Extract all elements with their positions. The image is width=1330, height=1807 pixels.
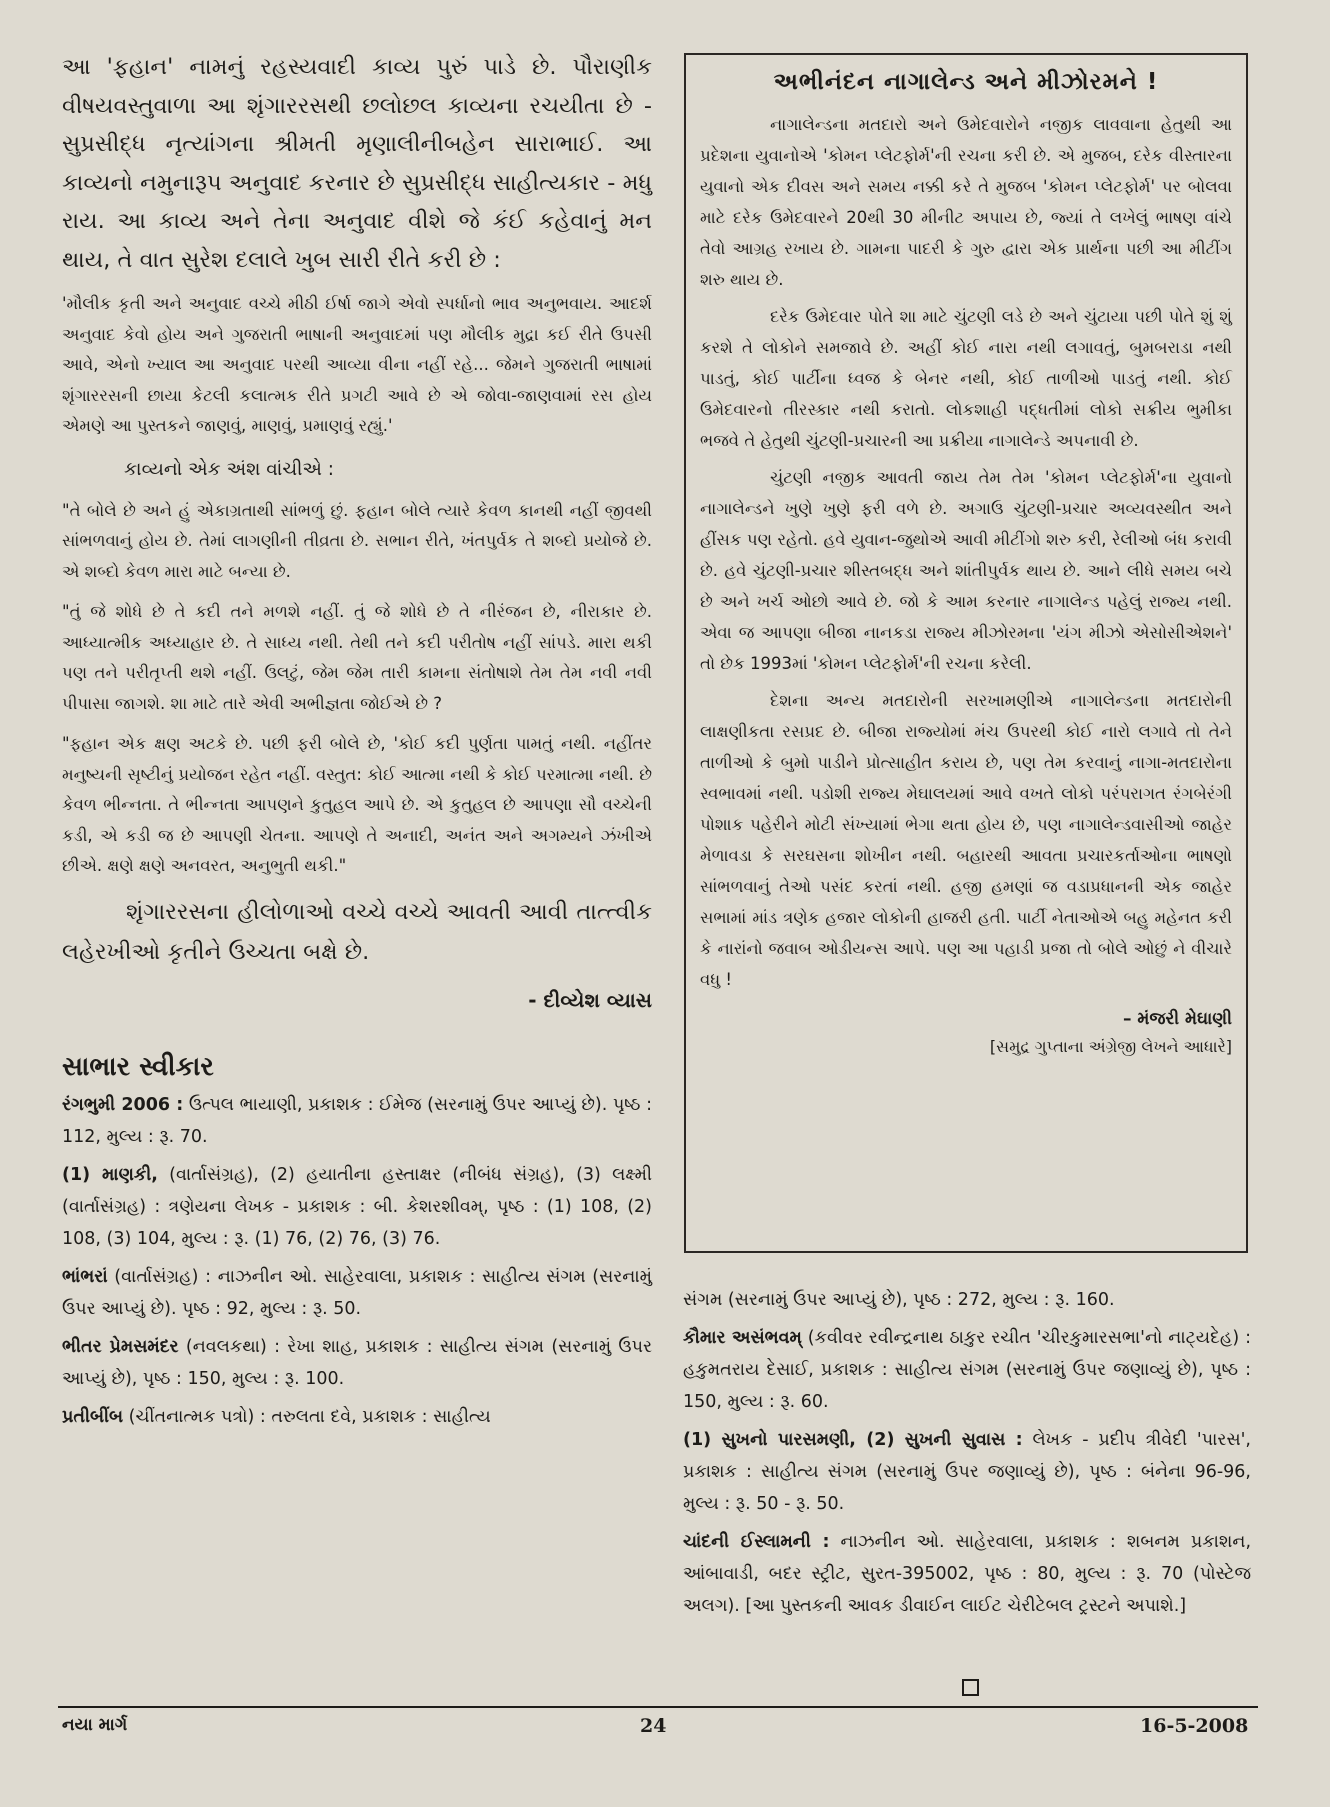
- box-paragraph-3: ચુંટણી નજીક આવતી જાય તેમ તેમ 'કોમન પ્લેટફોર્મ'ના યુવાનો નાગાલેન્ડને ખુણે ખુણે ફરી વળે છે. અગાઉ ચુંટણી-પ્રચાર અવ્યવસ્થીત અને હીંસક પણ રહેતો. હવે યુવાન-જુથોએ આવી મીટીંગો શરુ કરી, રેલીઓ બંધ કરાવી છે. હવે ચુંટણી-પ્રચાર શીસ્તબદ્ધ અને શાંતીપુર્વક થાય છે. આને લીધે સમય બચે છે અને ખર્ચ ઓછો આવે છે. જો કે આમ કરનાર નાગાલેન્ડ પહેલું રાજ્ય નથી. એવા જ આપણા બીજા નાનકડા રાજ્ય મીઝોરમના 'યંગ મીઝો એસોસીએશને' તો છેક 1993માં 'કોમન પ્લેટફોર્મ'ની રચના કરેલી.: [700, 468, 1232, 673]
- book-details: (વાર્તાસંગ્રહ), (2) હયાતીના હસ્તાક્ષર (નીબંધ સંગ્રહ), (3) લક્ષ્મી (વાર્તાસંગ્રહ) : ત્રણેયના લેખક - પ્રકાશક : બી. કેશરશીવમ્, પૃષ્ઠ : (1) 108, (2) 108, (3) 104, મુલ્ય : રૂ. (1) 76, (2) 76, (3) 76.: [62, 1164, 652, 1249]
- book-title: પ્રતીબીંબ: [62, 1406, 124, 1427]
- box-paragraph-4: દેશના અન્ય મતદારોની સરખામણીએ નાગાલેન્ડના મતદારોની લાક્ષણીકતા રસપ્રદ છે. બીજા રાજ્યોમાં મંચ ઉપરથી કોઈ નારો લગાવે તો તેને તાળીઓ કે બુમો પાડીને પ્રોત્સાહીત કરાય છે, પણ તેમ કરવાનું નાગા-મતદારોના સ્વભાવમાં નથી. પડોશી રાજ્ય મેઘાલયમાં આવે વખતે લોકો પરંપરાગત રંગબેરંગી પોશાક પહેરીને મોટી સંખ્યામાં ભેગા થતા હોય છે, પણ નાગાલેન્ડવાસીઓ જાહેર મેળાવડા કે સરઘસના શોખીન નથી. બહારથી આવતા પ્રચારકર્તાઓના ભાષણો સાંભળવાનું તેઓ પસંદ કરતાં નથી. હજી હમણાં જ વડાપ્રધાનની એક જાહેર સભામાં માંડ ત્રણેક હજાર લોકોની હાજરી હતી. પાર્ટી નેતાઓએ બહુ મહેનત કરી કે નારાંનો જવાબ ઓડીયન્સ આપે. પણ આ પહાડી પ્રજા તો બોલે ઓછું ને વીચારે વધુ !: [700, 691, 1232, 989]
- book-title: (1) સુખનો પારસમણી, (2) સુખની સુવાસ :: [683, 1430, 1023, 1450]
- closing-paragraph: શૃંગારરસના હીલોળાઓ વચ્ચે વચ્ચે આવતી આવી તાત્ત્વીક લહેરખીઓ કૃતીને ઉચ્ચતા બક્ષે છે.: [62, 898, 652, 965]
- book-entry: [683, 1526, 1251, 1622]
- book-details: (વાર્તાસંગ્રહ) : નાઝનીન ઓ. સાહેરવાલા, પ્રકાશક : સાહીત્ય સંગમ (સરનામું ઉપર આપ્યું છે). પૃષ્ઠ : 92, મુલ્ય : રૂ. 50.: [62, 1266, 652, 1319]
- box-paragraph-1: નાગાલેન્ડના મતદારો અને ઉમેદવારોને નજીક લાવવાના હેતુથી આ પ્રદેશના યુવાનોએ 'કોમન પ્લેટફોર્મ'ની રચના કરી છે. એ મુજબ, દરેક વીસ્તારના યુવાનો એક દીવસ અને સમય નક્કી કરે તે મુજબ 'કોમન પ્લેટફોર્મ' પર બોલવા માટે દરેક ઉમેદવારને 20થી 30 મીનીટ અપાય છે, જ્યાં તે લખેલું ભાષણ વાંચે તેવો આગ્રહ રખાય છે. ગામના પાદરી કે ગુરુ દ્વારા એક પ્રાર્થના પછી આ મીટીંગ શરુ થાય છે.: [700, 115, 1232, 289]
- book-title: ચાંદની ઈસ્લામની :: [683, 1532, 830, 1552]
- book-details: નાઝનીન ઓ. સાહેરવાલા, પ્રકાશક : શબનમ પ્રકાશન, આંબાવાડી, બદર સ્ટ્રીટ, સુરત-395002, પૃષ્ઠ : 80, મુલ્ય : રૂ. 70 (પોસ્ટેજ અલગ). [આ પુસ્તકની આવક ડીવાઈન લાઈટ ચેરીટેબલ ટ્રસ્ટને અપાશે.]: [683, 1532, 1252, 1616]
- intro-paragraph: આ 'ફહાન' નામનું રહસ્યવાદી કાવ્ય પુરું પાડે છે. પૌરાણીક વીષયવસ્તુવાળા આ શૃંગારરસથી છલોછલ કાવ્યના રચયીતા છે - સુપ્રસીદ્ધ નૃત્યાંગના શ્રીમતી મૃણાલીનીબહેન સારાભાઈ. આ કાવ્યનો નમુનારૂપ અનુવાદ કરનાર છે સુપ્રસીદ્ધ સાહીત્યકાર - મધુ રાય. આ કાવ્ય અને તેના અનુવાદ વીશે જે કંઈ કહેવાનું મન થાય, તે વાત સુરેશ દલાલે ખુબ સારી રીતે કરી છે :: [62, 54, 652, 273]
- acknowledgement-title: સાભાર સ્વીકાર: [62, 1051, 214, 1082]
- footer-divider: [58, 1706, 1258, 1708]
- magazine-name: નયા માર્ગ: [62, 1715, 128, 1735]
- excerpt-paragraph-1: "તે બોલે છે અને હું એકાગ્રતાથી સાંભળું છું. ફહાન બોલે ત્યારે કેવળ કાનથી નહીં જીવથી સાંભળવાનું હોય છે. તેમાં લાગણીની તીવ્રતા છે. સભાન રીતે, ખંતપુર્વક તે શબ્દો પ્રયોજે છે. એ શબ્દો કેવળ મારા માટે બન્યા છે.: [62, 500, 652, 581]
- box-author: – મંજરી મેઘાણી: [1122, 1009, 1232, 1029]
- box-paragraph-2: દરેક ઉમેદવાર પોતે શા માટે ચુંટણી લડે છે અને ચુંટાયા પછી પોતે શું શું કરશે તે લોકોને સમજાવે છે. અહીં કોઈ નારા નથી લગાવતું, બુમબરાડા નથી પાડતું, કોઈ પાર્ટીના ધ્વજ કે બેનર નથી, કોઈ તાળીઓ પાડતું નથી. કોઈ ઉમેદવારનો તીરસ્કાર નથી કરાતો. લોકશાહી પદ્ધતીમાં લોકો સક્રીય ભુમીકા ભજવે તે હેતુથી ચુંટણી-પ્રચારની આ પ્રક્રીયા નાગાલેન્ડે અપનાવી છે.: [700, 307, 1232, 450]
- book-entry: [62, 1261, 652, 1325]
- issue-date: 16-5-2008: [1140, 1715, 1249, 1737]
- excerpt-heading: કાવ્યનો એક અંશ વાંચીએ :: [124, 458, 335, 480]
- book-title: રંગભુમી 2006 :: [62, 1094, 184, 1115]
- page-number: 24: [640, 1715, 667, 1737]
- book-entry: [62, 1159, 652, 1255]
- book-entry: [683, 1322, 1251, 1418]
- book-details: (ચીંતનાત્મક પત્રો) : તરુલતા દવે, પ્રકાશક : સાહીત્ય: [123, 1406, 491, 1427]
- book-details: ઉત્પલ ભાયાણી, પ્રકાશક : ઈમેજ (સરનામું ઉપર આપ્યું છે). પૃષ્ઠ : 112, મુલ્ય : રૂ. 70.: [62, 1094, 652, 1147]
- box-source-note: [સમુદ્ર ગુપ્તાના અંગ્રેજી લેખને આધારે]: [989, 1037, 1232, 1056]
- book-title: ભાંભરાં: [62, 1266, 108, 1287]
- book-entry: [683, 1284, 1251, 1316]
- acknowledgement-right-list: [683, 1278, 1251, 1622]
- book-details: (નવલકથા) : રેખા શાહ, પ્રકાશક : સાહીત્ય સંગમ (સરનામું ઉપર આપ્યું છે), પૃષ્ઠ : 150, મુલ્ય : રૂ. 100.: [62, 1336, 652, 1389]
- box-title: અભીનંદન નાગાલેન્ડ અને મીઝોરમને !: [773, 69, 1159, 95]
- book-details: (કવીવર રવીન્દ્રનાથ ઠાકુર રચીત 'ચીરકુમારસભા'નો નાટ્યદેહ) : હકુમતરાય દેસાઈ, પ્રકાશક : સાહીત્ય સંગમ (સરનામું ઉપર જણાવ્યું છે), પૃષ્ઠ : 150, મુલ્ય : રૂ. 60.: [683, 1328, 1251, 1412]
- book-title: ભીતર પ્રેમસમંદર: [62, 1336, 179, 1357]
- excerpt-paragraph-2: "તું જે શોધે છે તે કદી તને મળશે નહીં. તું જે શોધે છે તે નીરંજન છે, નીરાકાર છે. આધ્યાત્મીક અધ્યાહાર છે. તે સાધ્ય નથી. તેથી તને કદી પરીતોષ નહીં સાંપડે. મારા થકી પણ તને પરીતૃપ્તી થશે નહીં. ઉલટું, જેમ જેમ તારી કામના સંતોષાશે તેમ તેમ નવી નવી પીપાસા જાગશે. શા માટે તારે એવી અભીજ્ઞતા જોઈએ છે ?: [62, 602, 652, 713]
- end-of-article-square-icon: [962, 1679, 979, 1696]
- book-title: કૌમાર અસંભવમ્: [683, 1328, 802, 1348]
- left-column: [62, 48, 652, 1433]
- article-author: - દીવ્યેશ વ્યાસ: [528, 987, 652, 1012]
- book-details: લેખક - પ્રદીપ ત્રીવેદી 'પારસ', પ્રકાશક : સાહીત્ય સંગમ (સરનામું ઉપર જણાવ્યું છે), પૃષ્ઠ : બંનેના 96-96, મુલ્ય : રૂ. 50 - રૂ. 50.: [683, 1430, 1251, 1514]
- excerpt-paragraph-3: "ફહાન એક ક્ષણ અટકે છે. પછી ફરી બોલે છે, 'કોઈ કદી પુર્ણતા પામતું નથી. નહીંતર મનુષ્યની સૃષ્ટીનું પ્રયોજન રહેત નહીં. વસ્તુત: કોઈ આત્મા નથી કે કોઈ પરમાત્મા નથી. છે કેવળ ભીન્નતા. તે ભીન્નતા આપણને કુતુહલ આપે છે. એ કુતુહલ છે આપણા સૌ વચ્ચેની કડી, એ કડી જ છે આપણી ચેતના. આપણે તે અનાદી, અનંત અને અગમ્યને ઝંખીએ છીએ. ક્ષણે ક્ષણે અનવરત, અનુભુતી થકી.": [62, 734, 652, 875]
- book-entry: [62, 1089, 652, 1153]
- book-entry: [683, 1424, 1251, 1520]
- book-title: (1) માણકી,: [62, 1164, 158, 1185]
- acknowledgement-left-list: [62, 1089, 652, 1433]
- book-details: સંગમ (સરનામું ઉપર આપ્યું છે), પૃષ્ઠ : 272, મુલ્ય : રૂ. 160.: [683, 1290, 1115, 1310]
- nagaland-article-box: [684, 53, 1248, 1253]
- book-entry: [62, 1331, 652, 1395]
- critic-quote: 'મૌલીક કૃતી અને અનુવાદ વચ્ચે મીઠી ઈર્ષા જાગે એવો સ્પર્ધાનો ભાવ અનુભવાય. આદર્શ અનુવાદ કેવો હોય અને ગુજરાતી ભાષાની અનુવાદમાં પણ મૌલીક મુદ્રા કઈ રીતે ઉપસી આવે, એનો ખ્યાલ આ અનુવાદ પરથી આવ્યા વીના નહીં રહે... જેમને ગુજરાતી ભાષામાં શૃંગારરસની છાયા કેટલી કલાત્મક રીતે પ્રગટી આવે છે એ જોવા-જાણવામાં રસ હોય એમણે આ પુસ્તકને જાણવું, માણવું, પ્રમાણવું રહ્યું.': [62, 294, 652, 435]
- book-entry: [62, 1401, 652, 1433]
